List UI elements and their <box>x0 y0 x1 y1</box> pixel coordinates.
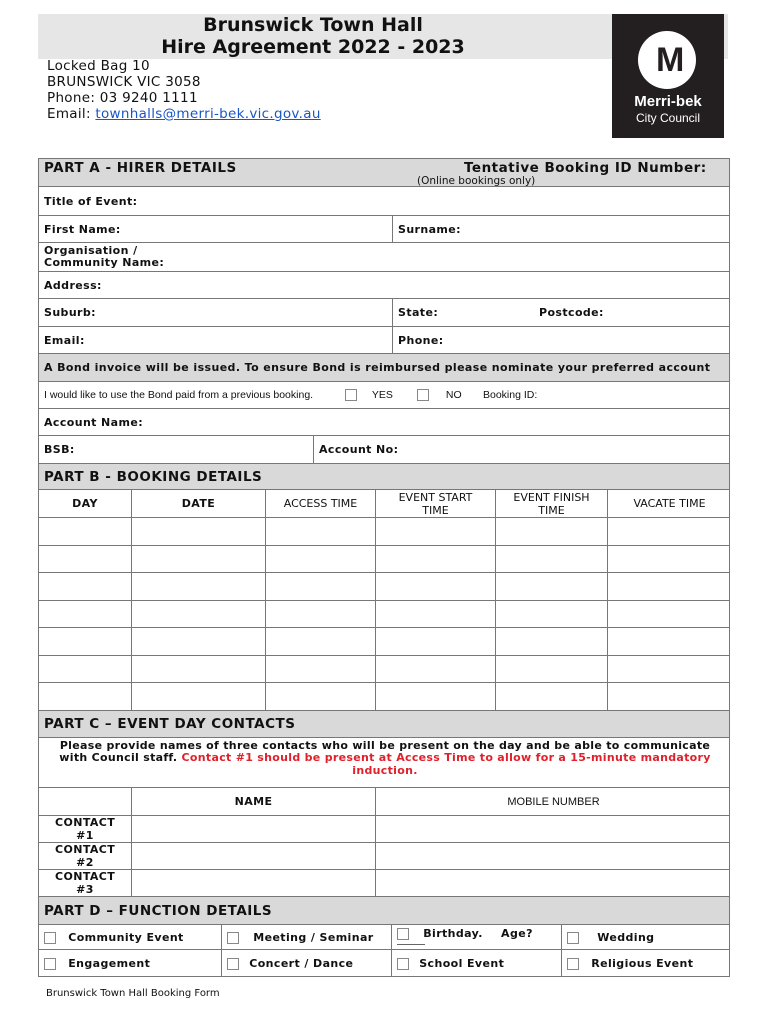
address-line: BRUNSWICK VIC 3058 <box>47 74 201 90</box>
part-c-header <box>38 711 730 738</box>
contact-mobile-cell[interactable] <box>375 843 731 869</box>
booking-cell-day[interactable] <box>39 656 131 683</box>
booking-cell-event-finish-time[interactable] <box>495 628 607 655</box>
yes-checkbox[interactable] <box>345 389 357 401</box>
booking-row <box>38 573 730 601</box>
title-of-event-row[interactable] <box>38 187 730 216</box>
contact-label: CONTACT #2 <box>55 842 116 869</box>
account-name-label: Account Name: <box>44 416 144 429</box>
booking-cell-date[interactable] <box>131 573 265 600</box>
name-row <box>38 216 730 243</box>
col-event-start-time: EVENT START TIME <box>375 490 495 517</box>
booking-cell-date[interactable] <box>131 628 265 655</box>
booking-cell-event-start-time[interactable] <box>375 656 495 683</box>
age-label: Age? <box>501 926 533 940</box>
checkbox[interactable] <box>227 932 239 944</box>
part-b-header <box>38 464 730 490</box>
first-name-label: First Name: <box>44 223 121 236</box>
booking-cell-access-time[interactable] <box>265 546 375 573</box>
age-underline <box>397 944 425 945</box>
booking-id-note: (Online bookings only) <box>417 175 536 187</box>
contact-row-2 <box>38 843 730 870</box>
state-label: State: <box>392 299 443 326</box>
booking-cell-vacate-time[interactable] <box>607 656 731 683</box>
booking-cell-date[interactable] <box>131 601 265 628</box>
email-link[interactable]: townhalls@merri-bek.vic.gov.au <box>95 106 321 122</box>
bond-notice: A Bond invoice will be issued. To ensure Bond is reimbursed please nominate your preferred account <box>44 361 711 374</box>
booking-cell-date[interactable] <box>131 683 265 710</box>
option-label: Wedding <box>597 930 655 944</box>
part-a-title: PART A - HIRER DETAILS <box>44 160 237 176</box>
no-checkbox[interactable] <box>417 389 429 401</box>
function-options-row-1 <box>38 925 730 950</box>
option-label: School Event <box>419 956 505 970</box>
address-row[interactable] <box>38 272 730 299</box>
postcode-label: Postcode: <box>539 306 604 319</box>
phone-label: Phone: <box>392 327 449 353</box>
part-d-header <box>38 897 730 925</box>
part-a-header <box>38 158 730 187</box>
email-label: Email: <box>44 334 85 347</box>
email-label: Email: <box>47 106 96 122</box>
col-mobile-number: MOBILE NUMBER <box>375 788 731 815</box>
booking-row <box>38 656 730 684</box>
checkbox[interactable] <box>397 928 409 940</box>
booking-cell-event-finish-time[interactable] <box>495 656 607 683</box>
booking-id-label: Tentative Booking ID Number: <box>464 160 707 176</box>
option-religious-event[interactable] <box>561 950 731 976</box>
bond-notice-row <box>38 354 730 382</box>
part-d-title: PART D – FUNCTION DETAILS <box>44 902 273 919</box>
booking-cell-vacate-time[interactable] <box>607 628 731 655</box>
option-label: Community Event <box>68 930 184 944</box>
option-school-event[interactable] <box>391 950 561 976</box>
col-access-time: ACCESS TIME <box>265 490 375 517</box>
council-address <box>47 58 321 122</box>
booking-cell-access-time[interactable] <box>265 683 375 710</box>
checkbox[interactable] <box>44 958 56 970</box>
contacts-table-header <box>38 788 730 816</box>
logo-name: Merri-bek <box>634 93 702 110</box>
suburb-label: Suburb: <box>44 306 96 319</box>
address-label: Address: <box>44 279 102 292</box>
booking-row <box>38 628 730 656</box>
organisation-row[interactable] <box>38 243 730 272</box>
bond-question: I would like to use the Bond paid from a previous booking. <box>44 389 314 401</box>
booking-cell-event-finish-time[interactable] <box>495 518 607 545</box>
title-line-2: Hire Agreement 2022 - 2023 <box>161 36 465 58</box>
booking-cell-event-start-time[interactable] <box>375 518 495 545</box>
surname-label: Surname: <box>392 216 466 242</box>
bond-question-row <box>38 382 730 409</box>
hire-agreement-form <box>38 158 730 977</box>
part-b-title: PART B - BOOKING DETAILS <box>44 469 263 485</box>
booking-cell-event-start-time[interactable] <box>375 683 495 710</box>
booking-cell-day[interactable] <box>39 601 131 628</box>
option-label: Meeting / Seminar <box>253 930 374 944</box>
booking-row <box>38 601 730 629</box>
col-vacate-time: VACATE TIME <box>607 490 731 517</box>
booking-cell-day[interactable] <box>39 546 131 573</box>
booking-cell-access-time[interactable] <box>265 656 375 683</box>
col-day: DAY <box>72 497 98 510</box>
booking-cell-access-time[interactable] <box>265 628 375 655</box>
booking-cell-date[interactable] <box>131 656 265 683</box>
option-meeting-seminar[interactable] <box>221 925 391 949</box>
email-phone-row <box>38 327 730 354</box>
contact-row-3 <box>38 870 730 897</box>
booking-cell-day[interactable] <box>39 573 131 600</box>
booking-cell-vacate-time[interactable] <box>607 573 731 600</box>
bond-no-option[interactable] <box>417 382 462 408</box>
part-c-instructions-row <box>38 738 730 788</box>
booking-cell-vacate-time[interactable] <box>607 601 731 628</box>
yes-label: YES <box>371 389 393 401</box>
footer: Brunswick Town Hall Booking Form <box>46 988 220 999</box>
booking-row <box>38 683 730 711</box>
organisation-label-line: Community Name: <box>44 256 165 269</box>
option-engagement[interactable] <box>39 950 221 976</box>
account-name-row[interactable] <box>38 409 730 436</box>
booking-table-header <box>38 490 730 518</box>
bank-details-row <box>38 436 730 464</box>
option-birthday[interactable] <box>391 925 561 949</box>
booking-cell-day[interactable] <box>39 683 131 710</box>
email-line <box>47 106 321 122</box>
contact-row-1 <box>38 816 730 843</box>
checkbox[interactable] <box>567 932 579 944</box>
booking-cell-event-start-time[interactable] <box>375 601 495 628</box>
booking-cell-event-start-time[interactable] <box>375 573 495 600</box>
booking-cell-access-time[interactable] <box>265 573 375 600</box>
booking-cell-event-start-time[interactable] <box>375 546 495 573</box>
organisation-label <box>39 245 169 273</box>
booking-cell-date[interactable] <box>131 546 265 573</box>
checkbox[interactable] <box>567 958 579 970</box>
part-c-instructions <box>39 738 731 787</box>
option-wedding[interactable] <box>561 925 731 949</box>
checkbox[interactable] <box>227 958 239 970</box>
bsb-label: BSB: <box>44 443 75 456</box>
option-label: Birthday. <box>423 926 483 940</box>
booking-cell-day[interactable] <box>39 518 131 545</box>
instructions-warning: Contact #1 should be present at Access Time to allow for a 15-minute mandatory induction. <box>181 751 711 777</box>
bond-yes-option[interactable] <box>345 382 393 408</box>
option-concert-dance[interactable] <box>221 950 391 976</box>
booking-cell-event-start-time[interactable] <box>375 628 495 655</box>
address-line: Locked Bag 10 <box>47 58 150 74</box>
booking-cell-event-finish-time[interactable] <box>495 683 607 710</box>
option-label: Religious Event <box>591 956 694 970</box>
booking-row <box>38 518 730 546</box>
col-name: NAME <box>131 788 375 815</box>
contact-name-cell[interactable] <box>131 843 375 869</box>
booking-row <box>38 546 730 574</box>
contact-label: CONTACT #3 <box>55 869 116 896</box>
logo-subtitle: City Council <box>635 111 701 125</box>
title-of-event-label: Title of Event: <box>44 195 138 208</box>
no-label: NO <box>445 389 462 401</box>
booking-cell-vacate-time[interactable] <box>607 518 731 545</box>
booking-cell-event-finish-time[interactable] <box>495 573 607 600</box>
booking-rows <box>38 518 730 711</box>
booking-cell-event-finish-time[interactable] <box>495 546 607 573</box>
contact-label: CONTACT #1 <box>55 815 116 842</box>
booking-cell-vacate-time[interactable] <box>607 683 731 710</box>
booking-cell-event-finish-time[interactable] <box>495 601 607 628</box>
contact-name-cell[interactable] <box>131 816 375 842</box>
checkbox[interactable] <box>397 958 409 970</box>
instructions-text: Please provide names of three contacts who will be present on the day and be able to communicate with Council staff. <box>59 738 711 764</box>
previous-booking-id-label: Booking ID: <box>483 389 538 401</box>
col-date: DATE <box>131 490 265 517</box>
merri-bek-logo <box>612 14 724 138</box>
booking-cell-access-time[interactable] <box>265 518 375 545</box>
logo-mark: M <box>656 41 685 79</box>
booking-cell-date[interactable] <box>131 518 265 545</box>
organisation-label-line: Organisation / <box>44 244 138 257</box>
option-community-event[interactable] <box>39 925 221 949</box>
booking-cell-vacate-time[interactable] <box>607 546 731 573</box>
contact-name-cell[interactable] <box>131 870 375 896</box>
booking-cell-day[interactable] <box>39 628 131 655</box>
option-label: Concert / Dance <box>249 956 354 970</box>
contact-mobile-cell[interactable] <box>375 816 731 842</box>
account-no-label: Account No: <box>313 436 403 463</box>
option-label: Engagement <box>68 956 151 970</box>
col-event-finish-time: EVENT FINISH TIME <box>495 490 607 517</box>
suburb-row <box>38 299 730 327</box>
part-c-title: PART C – EVENT DAY CONTACTS <box>44 715 296 732</box>
function-options-row-2 <box>38 950 730 977</box>
title-line-1: Brunswick Town Hall <box>203 14 423 36</box>
phone-line: Phone: 03 9240 1111 <box>47 90 198 106</box>
checkbox[interactable] <box>44 932 56 944</box>
booking-cell-access-time[interactable] <box>265 601 375 628</box>
contact-mobile-cell[interactable] <box>375 870 731 896</box>
